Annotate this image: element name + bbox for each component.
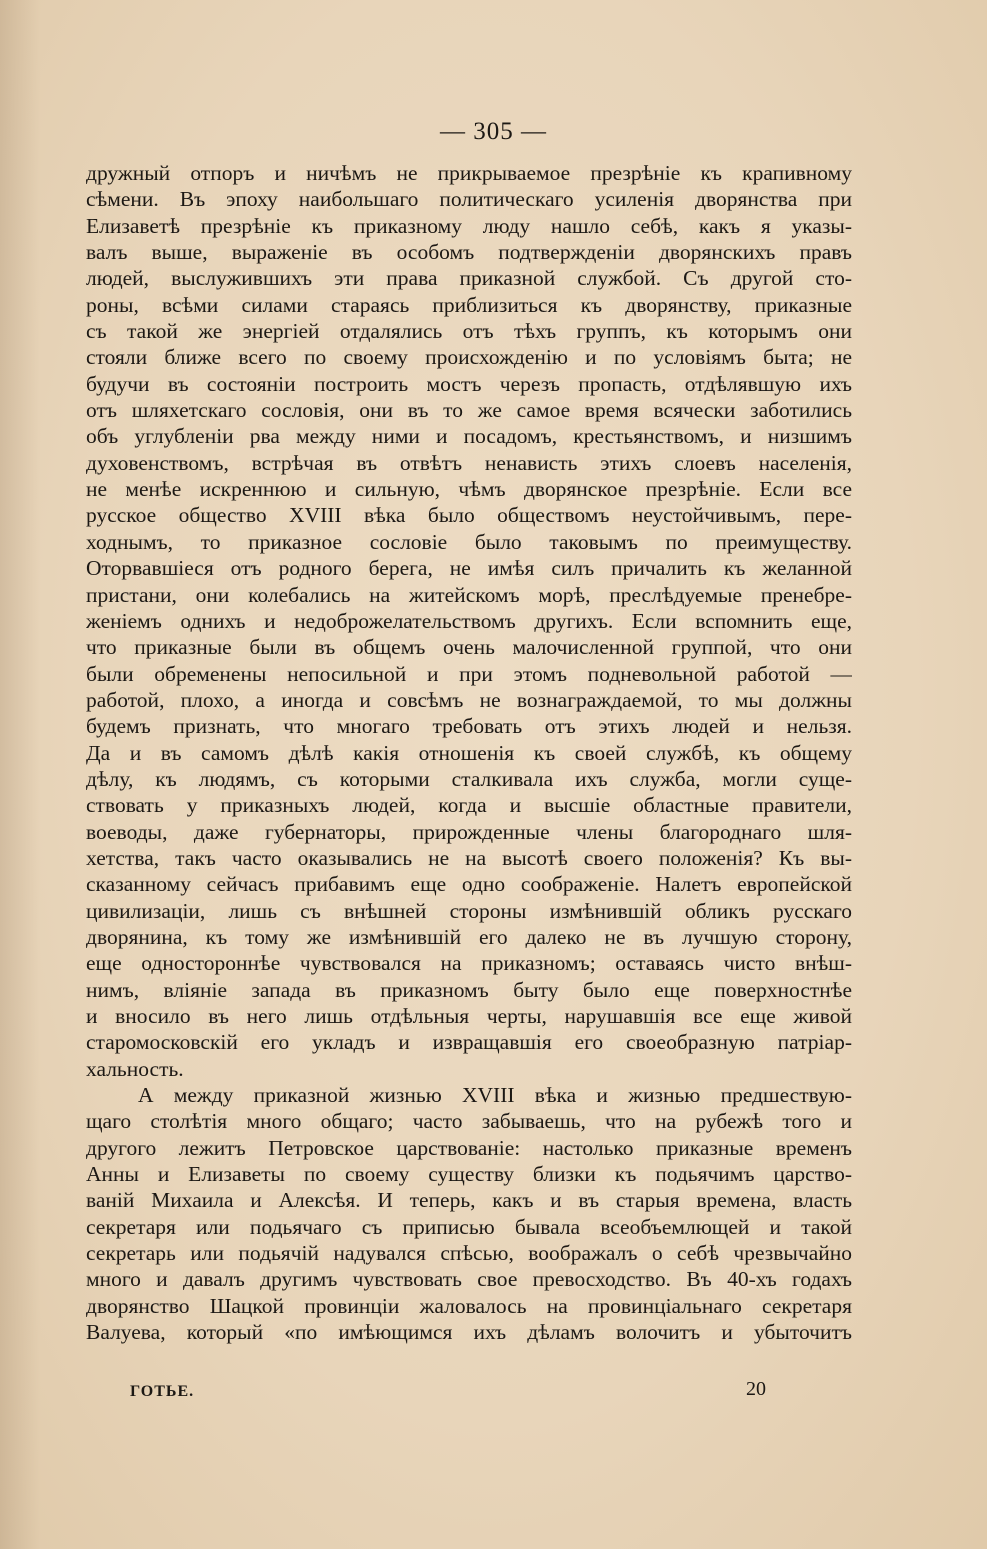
text-line: отъ шляхетскаго сословія, они въ то же самое время всячески заботились (86, 398, 852, 423)
text-line: старомосковскій его укладъ и извращавшія его своеобразную патріар- (86, 1030, 852, 1055)
text-line: дѣлу, къ людямъ, съ которыми сталкивала ихъ служба, могли суще- (86, 766, 852, 791)
text-line: дворянина, къ тому же измѣнившій его далеко не въ лучшую сторону, (86, 924, 852, 949)
text-line: будучи въ состояніи построить мостъ черезъ пропасть, отдѣлявшую ихъ (86, 371, 852, 396)
text-line: Да и въ самомъ дѣлѣ какія отношенія къ своей службѣ, къ общему (86, 740, 852, 765)
footer-sheet-number: 20 (746, 1378, 766, 1400)
page-number: — 305 — (440, 118, 547, 145)
spine-shadow (0, 0, 40, 1549)
text-line: женіемъ однихъ и недоброжелательствомъ другихъ. Если вспомнить еще, (86, 608, 852, 633)
text-line: секретарь или подьячій надувался спѣсью, воображалъ о себѣ чрезвычайно (86, 1241, 852, 1266)
text-line: хетства, такъ часто оказывались не на высотѣ своего положенія? Къ вы- (86, 845, 852, 870)
body-text (86, 160, 852, 1345)
text-line: что приказные были въ общемъ очень малочисленной группой, что они (86, 635, 852, 660)
text-line: сѣмени. Въ эпоху наибольшаго политическаго усиленія дворянства при (86, 187, 852, 212)
text-line: будемъ признать, что многаго требовать отъ этихъ людей и нельзя. (86, 714, 852, 739)
text-line: духовенствомъ, встрѣчая въ отвѣтъ ненависть этихъ слоевъ населенія, (86, 450, 852, 475)
text-line: нимъ, вліяніе запада въ приказномъ быту было еще поверхностнѣе (86, 977, 852, 1002)
text-line: съ такой же энергіей отдалялись отъ тѣхъ группъ, къ которымъ они (86, 319, 852, 344)
text-line: Елизаветѣ презрѣніе къ приказному люду нашло себѣ, какъ я указы- (86, 213, 852, 238)
text-line: еще одностороннѣе чувствовался на приказномъ; оставаясь чисто внѣш- (86, 951, 852, 976)
text-line: другого лежитъ Петровское царствованіе: настолько приказные временъ (86, 1135, 852, 1160)
text-line: русское общество XVIII вѣка было обществомъ неустойчивымъ, пере- (86, 503, 852, 528)
text-line: стояли ближе всего по своему происхожденію и по условіямъ быта; не (86, 345, 852, 370)
footer-signature: ГОТЬЕ. (130, 1383, 195, 1400)
paragraph-end-line: хальность. (86, 1056, 184, 1081)
text-line: цивилизаціи, лишь съ внѣшней стороны измѣнившій обликъ русскаго (86, 898, 852, 923)
text-line: секретаря или подьячаго съ приписью бывала всеобъемлющей и такой (86, 1214, 852, 1239)
text-line: людей, выслужившихъ эти права приказной службой. Съ другой сто- (86, 266, 852, 291)
text-line: Оторвавшіеся отъ родного берега, не имѣя силъ причалить къ желанной (86, 556, 852, 581)
text-line: щаго столѣтія много общаго; часто забываешь, что на рубежѣ того и (86, 1109, 852, 1134)
text-line: были обременены непосильной и при этомъ подневольной работой — (86, 661, 852, 686)
text-line: не менѣе искреннюю и сильную, чѣмъ дворянское презрѣніе. Если все (86, 477, 852, 502)
text-line: роны, всѣми силами стараясь приблизиться къ дворянству, приказные (86, 292, 852, 317)
text-line: Валуева, который «по имѣющимся ихъ дѣламъ волочитъ и убыточитъ (86, 1320, 852, 1345)
text-line: воеводы, даже губернаторы, прирожденные члены благороднаго шля- (86, 819, 852, 844)
text-line: сказанному сейчасъ прибавимъ еще одно соображеніе. Налетъ европейской (86, 872, 852, 897)
text-line: дружный отпоръ и ничѣмъ не прикрываемое презрѣніе къ крапивному (86, 161, 852, 185)
text-line: дворянство Шацкой провинціи жаловалось на провинціальнаго секретаря (86, 1293, 852, 1318)
text-line: пристани, они колебались на житейскомъ морѣ, преслѣдуемые пренебре- (86, 582, 852, 607)
text-line: валъ выше, выраженіе въ особомъ подтвержденіи дворянскихъ правъ (86, 240, 852, 265)
text-line: работой, плохо, а иногда и совсѣмъ не вознаграждаемой, то мы должны (86, 687, 852, 712)
text-line: ствовать у приказныхъ людей, когда и высшіе областные правители, (86, 793, 852, 818)
text-line: и вносило въ него лишь отдѣльныя черты, нарушавшія все еще живой (86, 1004, 852, 1028)
paragraph-start-line: А между приказной жизнью XVIII вѣка и жизнью предшествую- (138, 1083, 852, 1108)
text-line: объ углубленіи рва между ними и посадомъ, крестьянствомъ, и низшимъ (86, 424, 852, 449)
text-line: ваній Михаила и Алексѣя. И теперь, какъ и въ старыя времена, власть (86, 1188, 852, 1213)
text-line: Анны и Елизаветы по своему существу близки къ подьячимъ царство- (86, 1162, 852, 1187)
text-line: ходнымъ, то приказное сословіе было таковымъ по преимуществу. (86, 529, 852, 554)
text-line: много и давалъ другимъ чувствовать свое превосходство. Въ 40-хъ годахъ (86, 1267, 852, 1292)
